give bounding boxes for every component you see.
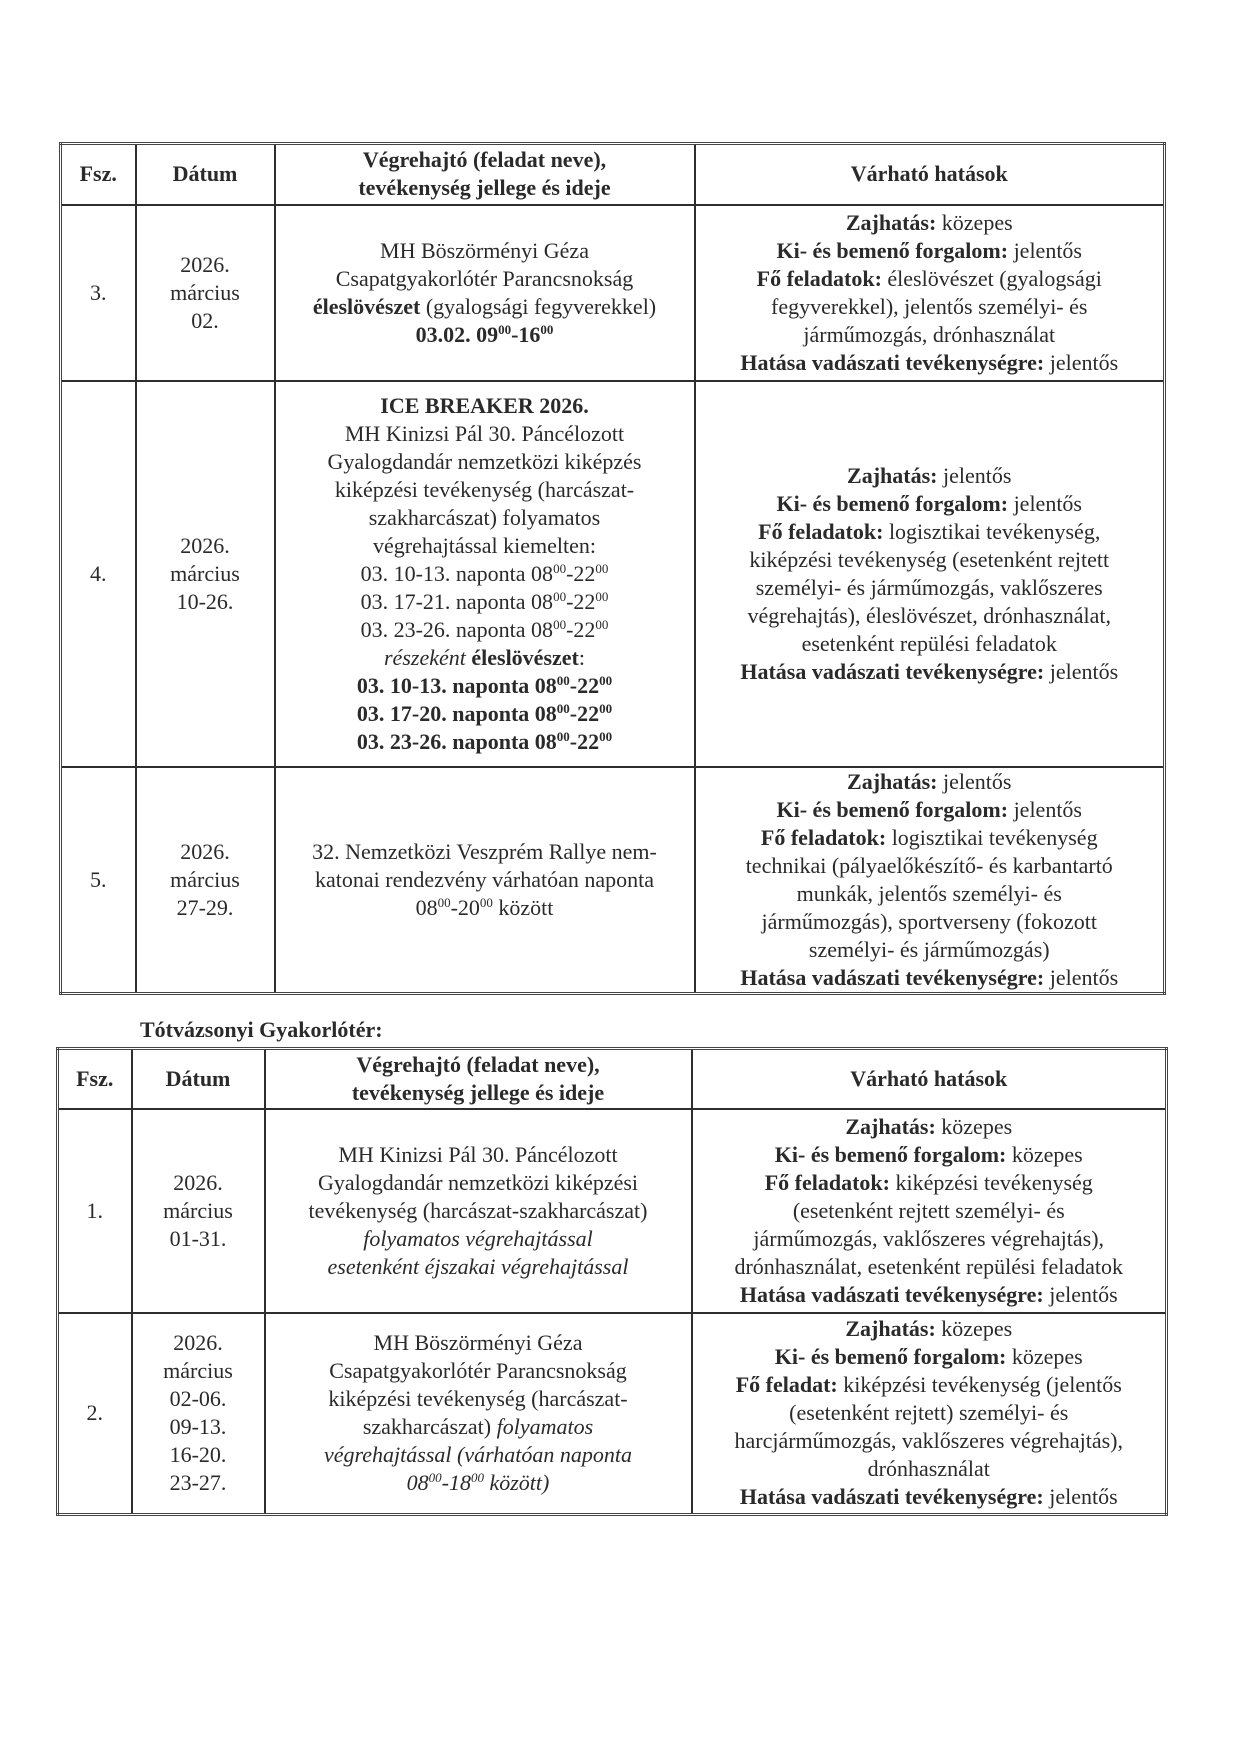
live-fire-line bbox=[280, 728, 690, 756]
actor-text: szakharcászat) bbox=[362, 1414, 497, 1440]
row-num: 1. bbox=[58, 1109, 132, 1313]
header-effects: Várható hatások bbox=[695, 144, 1165, 205]
time-text: 03. 10-13. naponta 08 bbox=[356, 672, 557, 698]
header-num: Fsz. bbox=[58, 1049, 132, 1109]
header-actor-line1: Végrehajtó (feladat neve), bbox=[356, 1051, 600, 1077]
effect-value: jelentős bbox=[1044, 349, 1119, 375]
time-sup: 00 bbox=[553, 616, 567, 632]
effect-label: Fő feladatok: bbox=[764, 1169, 890, 1195]
effect-label: Zajhatás: bbox=[847, 462, 938, 488]
date-line: március bbox=[163, 1197, 233, 1223]
table-row bbox=[61, 767, 1165, 994]
row-actor bbox=[275, 767, 695, 994]
effect-traffic bbox=[700, 237, 1160, 265]
time-text: -16 bbox=[511, 321, 541, 347]
date-line: 27-29. bbox=[176, 894, 234, 920]
time-sup: 00 bbox=[599, 728, 613, 744]
actor-line: 32. Nemzetközi Veszprém Rallye nem- bbox=[312, 838, 657, 864]
date-line: 02. bbox=[191, 307, 219, 333]
effect-label: Zajhatás: bbox=[845, 1316, 936, 1342]
header-date: Dátum bbox=[132, 1049, 265, 1109]
header-actor-line2: tevékenység jellege és ideje bbox=[358, 175, 611, 201]
effect-value: harcjárműmozgás, vaklőszeres végrehajtás), bbox=[734, 1428, 1123, 1454]
actor-line: Csapatgyakorlótér Parancsnokság bbox=[335, 265, 634, 291]
time-text: -18 bbox=[441, 1470, 471, 1496]
effect-value: jelentős bbox=[1008, 796, 1082, 822]
effect-label: Fő feladatok: bbox=[760, 824, 887, 850]
row-date bbox=[132, 1109, 265, 1313]
effect-traffic bbox=[697, 1141, 1162, 1169]
effect-traffic bbox=[700, 490, 1160, 518]
row-num: 3. bbox=[61, 205, 136, 381]
actor-line: MH Böszörményi Géza bbox=[373, 1330, 583, 1356]
live-fire-intro bbox=[280, 644, 690, 672]
row-actor bbox=[265, 1109, 692, 1313]
effect-label: Fő feladat: bbox=[735, 1372, 838, 1398]
table-row bbox=[58, 1109, 1167, 1313]
event-title: ICE BREAKER 2026. bbox=[380, 392, 589, 418]
date-line: 09-13. bbox=[169, 1414, 227, 1440]
date-line: 2026. bbox=[180, 251, 230, 277]
effect-value: (esetenként rejtett személyi- és bbox=[792, 1197, 1065, 1223]
actor-text: folyamatos bbox=[496, 1414, 594, 1440]
date-line: 10-26. bbox=[176, 588, 234, 614]
effect-label: Ki- és bemenő forgalom: bbox=[776, 237, 1009, 263]
effect-noise bbox=[700, 462, 1160, 490]
date-line: március bbox=[170, 279, 240, 305]
effect-tasks bbox=[700, 824, 1160, 852]
actor-text: (gyalogsági fegyverekkel) bbox=[420, 293, 657, 319]
effect-value: (esetenként rejtett) személyi- és bbox=[789, 1400, 1069, 1426]
time-sup: 00 bbox=[556, 672, 570, 688]
row-num: 4. bbox=[61, 381, 136, 767]
row-actor bbox=[275, 205, 695, 381]
effect-tasks bbox=[697, 1169, 1162, 1197]
time-text: 08 bbox=[415, 894, 438, 920]
actor-line: MH Böszörményi Géza bbox=[380, 237, 589, 263]
effect-label: Hatása vadászati tevékenységre: bbox=[740, 349, 1045, 375]
actor-time bbox=[280, 321, 690, 349]
effect-label: Ki- és bemenő forgalom: bbox=[774, 1344, 1007, 1370]
date-line: március bbox=[170, 560, 240, 586]
time-sup: 00 bbox=[556, 700, 570, 716]
effect-value: jelentős bbox=[1008, 490, 1082, 516]
effect-label: Zajhatás: bbox=[845, 1113, 936, 1139]
row-date bbox=[132, 1313, 265, 1515]
effect-value: járműmozgás, vaklőszeres végrehajtás), bbox=[753, 1225, 1105, 1251]
row-actor bbox=[275, 381, 695, 767]
live-fire-line bbox=[280, 672, 690, 700]
effect-traffic bbox=[697, 1343, 1162, 1371]
date-line: március bbox=[170, 866, 240, 892]
live-fire-line bbox=[280, 700, 690, 728]
effect-noise bbox=[697, 1315, 1162, 1343]
time-text: 03. 10-13. naponta 08 bbox=[360, 560, 554, 586]
time-sup: 00 bbox=[595, 616, 609, 632]
time-sup: 00 bbox=[599, 700, 613, 716]
date-line: 2026. bbox=[173, 1169, 223, 1195]
header-actor bbox=[265, 1049, 692, 1109]
effect-value: jelentős bbox=[1044, 964, 1119, 990]
effect-value: kiképzési tevékenység (esetenként rejtett bbox=[749, 546, 1110, 572]
row-date bbox=[136, 205, 275, 381]
actor-line bbox=[270, 1413, 687, 1441]
actor-line: Csapatgyakorlótér Parancsnokság bbox=[329, 1358, 627, 1384]
effect-hunting bbox=[700, 349, 1160, 377]
effect-noise bbox=[700, 768, 1160, 796]
effect-value: fegyverekkel), jelentős személyi- és bbox=[771, 293, 1088, 319]
actor-line: Gyalogdandár nemzetközi kiképzés bbox=[327, 448, 642, 474]
live-fire-label: éleslövészet bbox=[465, 644, 579, 670]
row-actor bbox=[265, 1313, 692, 1515]
header-actor-line2: tevékenység jellege és ideje bbox=[351, 1079, 605, 1105]
table-header-row bbox=[61, 144, 1165, 205]
effect-label: Fő feladatok: bbox=[756, 265, 882, 291]
actor-text: : bbox=[578, 644, 585, 670]
time-sup: 00 bbox=[437, 894, 451, 910]
time-sup: 00 bbox=[470, 1470, 484, 1486]
effect-value: személyi- és járműmozgás, vaklőszeres bbox=[755, 574, 1103, 600]
effect-value: technikai (pályaelőkészítő- és karbantartó bbox=[745, 852, 1113, 878]
effect-value: jelentős bbox=[1008, 237, 1082, 263]
row-effects bbox=[695, 381, 1165, 767]
effect-value: jelentős bbox=[937, 462, 1012, 488]
time-text: -22 bbox=[566, 588, 596, 614]
time-sup: 00 bbox=[479, 894, 493, 910]
effect-noise bbox=[700, 209, 1160, 237]
effect-value: közepes bbox=[935, 1316, 1013, 1342]
effect-value: drónhasználat, esetenként repülési feladatok bbox=[734, 1253, 1123, 1279]
effect-label: Hatása vadászati tevékenységre: bbox=[739, 1281, 1044, 1307]
time-text: -22 bbox=[569, 700, 600, 726]
actor-line: végrehajtással (várhatóan naponta bbox=[324, 1442, 632, 1468]
time-sup: 00 bbox=[556, 728, 570, 744]
effect-label: Fő feladatok: bbox=[758, 518, 884, 544]
effect-value: személyi- és járműmozgás) bbox=[808, 936, 1050, 962]
actor-line: katonai rendezvény várhatóan naponta bbox=[314, 866, 654, 892]
effect-noise bbox=[697, 1113, 1162, 1141]
actor-line: MH Kinizsi Pál 30. Páncélozott bbox=[344, 420, 625, 446]
actor-line: tevékenység (harcászat-szakharcászat) bbox=[308, 1197, 648, 1223]
time-text: -22 bbox=[566, 560, 596, 586]
actor-line: kiképzési tevékenység (harcászat- bbox=[328, 1386, 628, 1412]
effect-value: jelentős bbox=[1043, 1484, 1118, 1510]
schedule-line bbox=[280, 588, 690, 616]
time-text: -20 bbox=[450, 894, 480, 920]
effect-hunting bbox=[700, 658, 1160, 686]
effect-value: járműmozgás), sportverseny (fokozott bbox=[761, 908, 1097, 934]
header-effects: Várható hatások bbox=[692, 1049, 1167, 1109]
actor-text: részeként bbox=[384, 644, 466, 670]
time-text: 03.02. 09 bbox=[415, 321, 499, 347]
time-text: 03. 17-20. naponta 08 bbox=[356, 700, 557, 726]
actor-line: Gyalogdandár nemzetközi kiképzési bbox=[317, 1169, 639, 1195]
effect-value: éleslövészet (gyalogsági bbox=[881, 265, 1102, 291]
effect-label: Ki- és bemenő forgalom: bbox=[774, 1141, 1007, 1167]
effect-value: járműmozgás, drónhasználat bbox=[803, 321, 1056, 347]
row-effects bbox=[695, 767, 1165, 994]
actor-line: szakharcászat) folyamatos bbox=[368, 504, 601, 530]
schedule-line bbox=[280, 616, 690, 644]
time-sup: 00 bbox=[498, 321, 512, 337]
date-line: 2026. bbox=[180, 532, 230, 558]
time-text: között) bbox=[483, 1470, 550, 1496]
date-line: 02-06. bbox=[169, 1386, 227, 1412]
date-line: 01-31. bbox=[169, 1225, 227, 1251]
effect-label: Zajhatás: bbox=[845, 209, 937, 235]
effect-label: Hatása vadászati tevékenységre: bbox=[740, 964, 1045, 990]
effect-value: jelentős bbox=[1043, 1281, 1118, 1307]
table-row bbox=[61, 205, 1165, 381]
effect-value: munkák, jelentős személyi- és bbox=[796, 880, 1062, 906]
live-fire-label: éleslövészet bbox=[312, 293, 421, 319]
effect-tasks bbox=[700, 265, 1160, 293]
effect-value: logisztikai tevékenység bbox=[886, 824, 1098, 850]
table-row bbox=[58, 1313, 1167, 1515]
time-sup: 00 bbox=[595, 560, 609, 576]
row-effects bbox=[692, 1313, 1167, 1515]
effect-label: Ki- és bemenő forgalom: bbox=[776, 796, 1009, 822]
date-line: 2026. bbox=[180, 838, 230, 864]
effect-value: jelentős bbox=[1044, 658, 1119, 684]
header-date: Dátum bbox=[136, 144, 275, 205]
time-sup: 00 bbox=[428, 1470, 442, 1486]
row-num: 2. bbox=[58, 1313, 132, 1515]
effect-label: Zajhatás: bbox=[847, 768, 938, 794]
time-text: 03. 23-26. naponta 08 bbox=[360, 616, 554, 642]
actor-line: kiképzési tevékenység (harcászat- bbox=[334, 476, 635, 502]
time-text: között bbox=[492, 894, 554, 920]
row-date bbox=[136, 767, 275, 994]
effect-value: közepes bbox=[935, 1113, 1013, 1139]
actor-line: folyamatos végrehajtással bbox=[363, 1225, 593, 1251]
table-row bbox=[61, 381, 1165, 767]
effect-value: közepes bbox=[1006, 1344, 1083, 1370]
header-actor bbox=[275, 144, 695, 205]
effect-tasks bbox=[700, 518, 1160, 546]
effect-traffic bbox=[700, 796, 1160, 824]
effect-value: kiképzési tevékenység bbox=[889, 1169, 1093, 1195]
row-effects bbox=[692, 1109, 1167, 1313]
row-date bbox=[136, 381, 275, 767]
effect-hunting bbox=[697, 1281, 1162, 1309]
date-line: március bbox=[163, 1358, 233, 1384]
effect-label: Hatása vadászati tevékenységre: bbox=[740, 658, 1045, 684]
schedule-table-2 bbox=[56, 1047, 1168, 1516]
time-text: -22 bbox=[569, 728, 600, 754]
date-line: 2026. bbox=[173, 1330, 223, 1356]
actor-line: esetenként éjszakai végrehajtással bbox=[327, 1253, 629, 1279]
effect-value: esetenként repülési feladatok bbox=[801, 630, 1057, 656]
schedule-table-1 bbox=[59, 142, 1166, 995]
time-sup: 00 bbox=[540, 321, 554, 337]
actor-time bbox=[280, 894, 690, 922]
row-num: 5. bbox=[61, 767, 136, 994]
effect-value: közepes bbox=[1006, 1141, 1083, 1167]
time-sup: 00 bbox=[553, 588, 567, 604]
time-sup: 00 bbox=[595, 588, 609, 604]
time-text: -22 bbox=[569, 672, 600, 698]
effect-value: végrehajtás), éleslövészet, drónhasználat, bbox=[747, 602, 1111, 628]
actor-line: MH Kinizsi Pál 30. Páncélozott bbox=[338, 1141, 618, 1167]
time-text: 08 bbox=[406, 1470, 429, 1496]
table-header-row bbox=[58, 1049, 1167, 1109]
effect-hunting bbox=[697, 1483, 1162, 1511]
effect-value: logisztikai tevékenység, bbox=[883, 518, 1101, 544]
header-num: Fsz. bbox=[61, 144, 136, 205]
effect-value: jelentős bbox=[937, 768, 1012, 794]
actor-line bbox=[280, 293, 690, 321]
effect-value: kiképzési tevékenység (jelentős bbox=[837, 1372, 1122, 1398]
schedule-line bbox=[280, 560, 690, 588]
effect-value: drónhasználat bbox=[867, 1456, 990, 1482]
effect-tasks bbox=[697, 1371, 1162, 1399]
actor-line: végrehajtással kiemelten: bbox=[373, 532, 596, 558]
actor-time bbox=[270, 1469, 687, 1497]
time-sup: 00 bbox=[553, 560, 567, 576]
time-sup: 00 bbox=[599, 672, 613, 688]
row-effects bbox=[695, 205, 1165, 381]
effect-label: Hatása vadászati tevékenységre: bbox=[739, 1484, 1044, 1510]
effect-label: Ki- és bemenő forgalom: bbox=[776, 490, 1009, 516]
time-text: 03. 17-21. naponta 08 bbox=[360, 588, 554, 614]
date-line: 16-20. bbox=[169, 1442, 227, 1468]
section-title: Tótvázsonyi Gyakorlótér: bbox=[140, 1017, 383, 1042]
effect-value: közepes bbox=[936, 209, 1013, 235]
effect-hunting bbox=[700, 964, 1160, 992]
time-text: 03. 23-26. naponta 08 bbox=[356, 728, 557, 754]
header-actor-line1: Végrehajtó (feladat neve), bbox=[362, 147, 607, 173]
time-text: -22 bbox=[566, 616, 596, 642]
date-line: 23-27. bbox=[169, 1470, 227, 1496]
